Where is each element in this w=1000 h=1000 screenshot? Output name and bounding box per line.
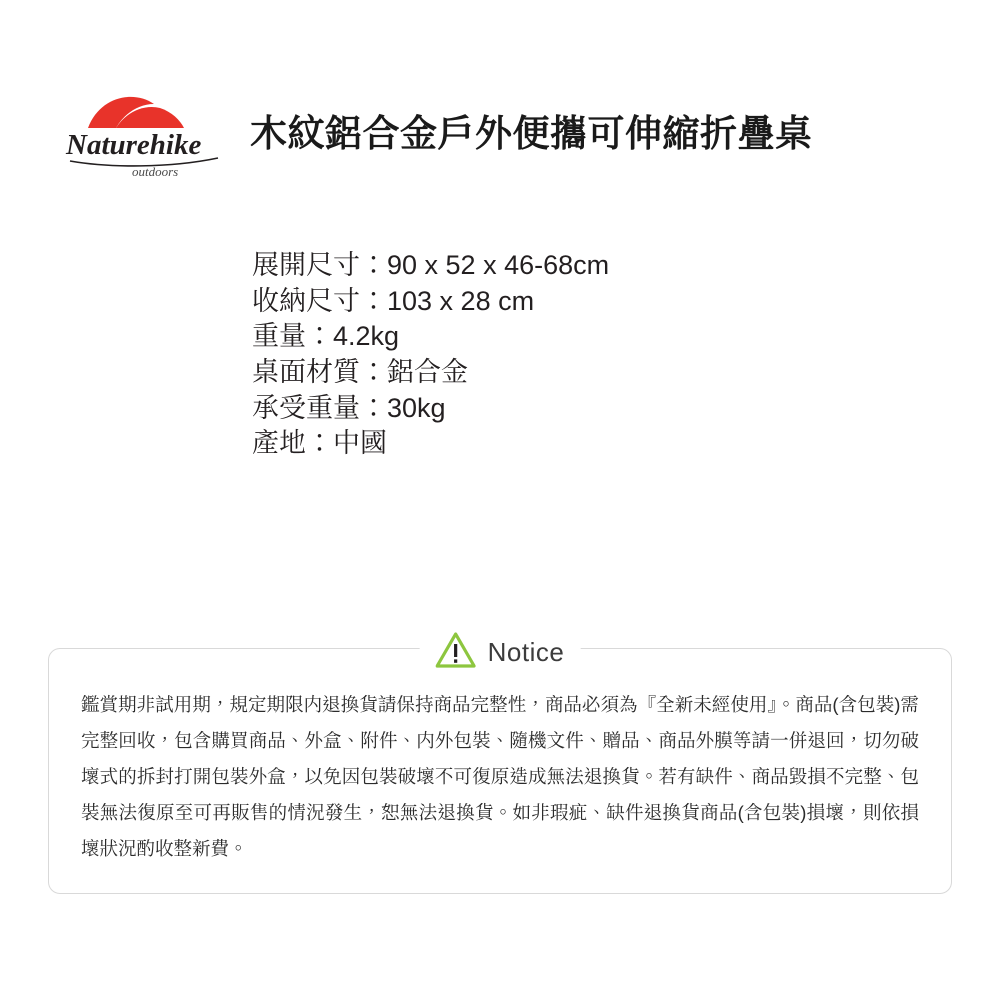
spec-item: 收納尺寸：103 x 28 cm	[252, 285, 535, 316]
notice-header	[420, 632, 581, 673]
spec-item: 展開尺寸：90 x 52 x 46-68cm	[252, 250, 610, 280]
spec-item: 桌面材質：鋁合金	[252, 356, 468, 387]
notice-body	[81, 687, 919, 867]
notice-panel	[48, 637, 952, 894]
page-header	[60, 88, 813, 184]
specification-list	[252, 248, 609, 462]
spec-item: 承受重量：30kg	[252, 392, 446, 423]
naturehike-logo	[60, 88, 228, 184]
page-title: 木紋鋁合金戶外便攜可伸縮折疊桌	[250, 112, 813, 154]
svg-text:Naturehike: Naturehike	[66, 129, 202, 161]
spec-item: 重量：4.2kg	[252, 321, 400, 352]
warning-triangle-icon	[436, 632, 476, 673]
spec-item: 產地：中國	[252, 428, 387, 459]
svg-text:outdoors: outdoors	[132, 164, 179, 179]
notice-label: Notice	[487, 637, 565, 667]
notice-paragraph: 鑑賞期非試用期，規定期限内退換貨請保持商品完整性，商品必須為『全新未經使用』。商品(含包裝)需完整回收，包含購買商品、外盒、附件、内外包裝、隨機文件、贈品、商品外膜等請一併退回，切勿破壞式的拆封打開包裝外盒，以免因包裝破壞不可復原造成無法退換貨。若有缺件、商品毀損不完整、包裝無法復原至可再販售的情況發生，恕無法退換貨。如非瑕疵、缺件退換貨商品(含包裝)損壞，則依損壞狀況酌收整新費。	[81, 694, 919, 860]
